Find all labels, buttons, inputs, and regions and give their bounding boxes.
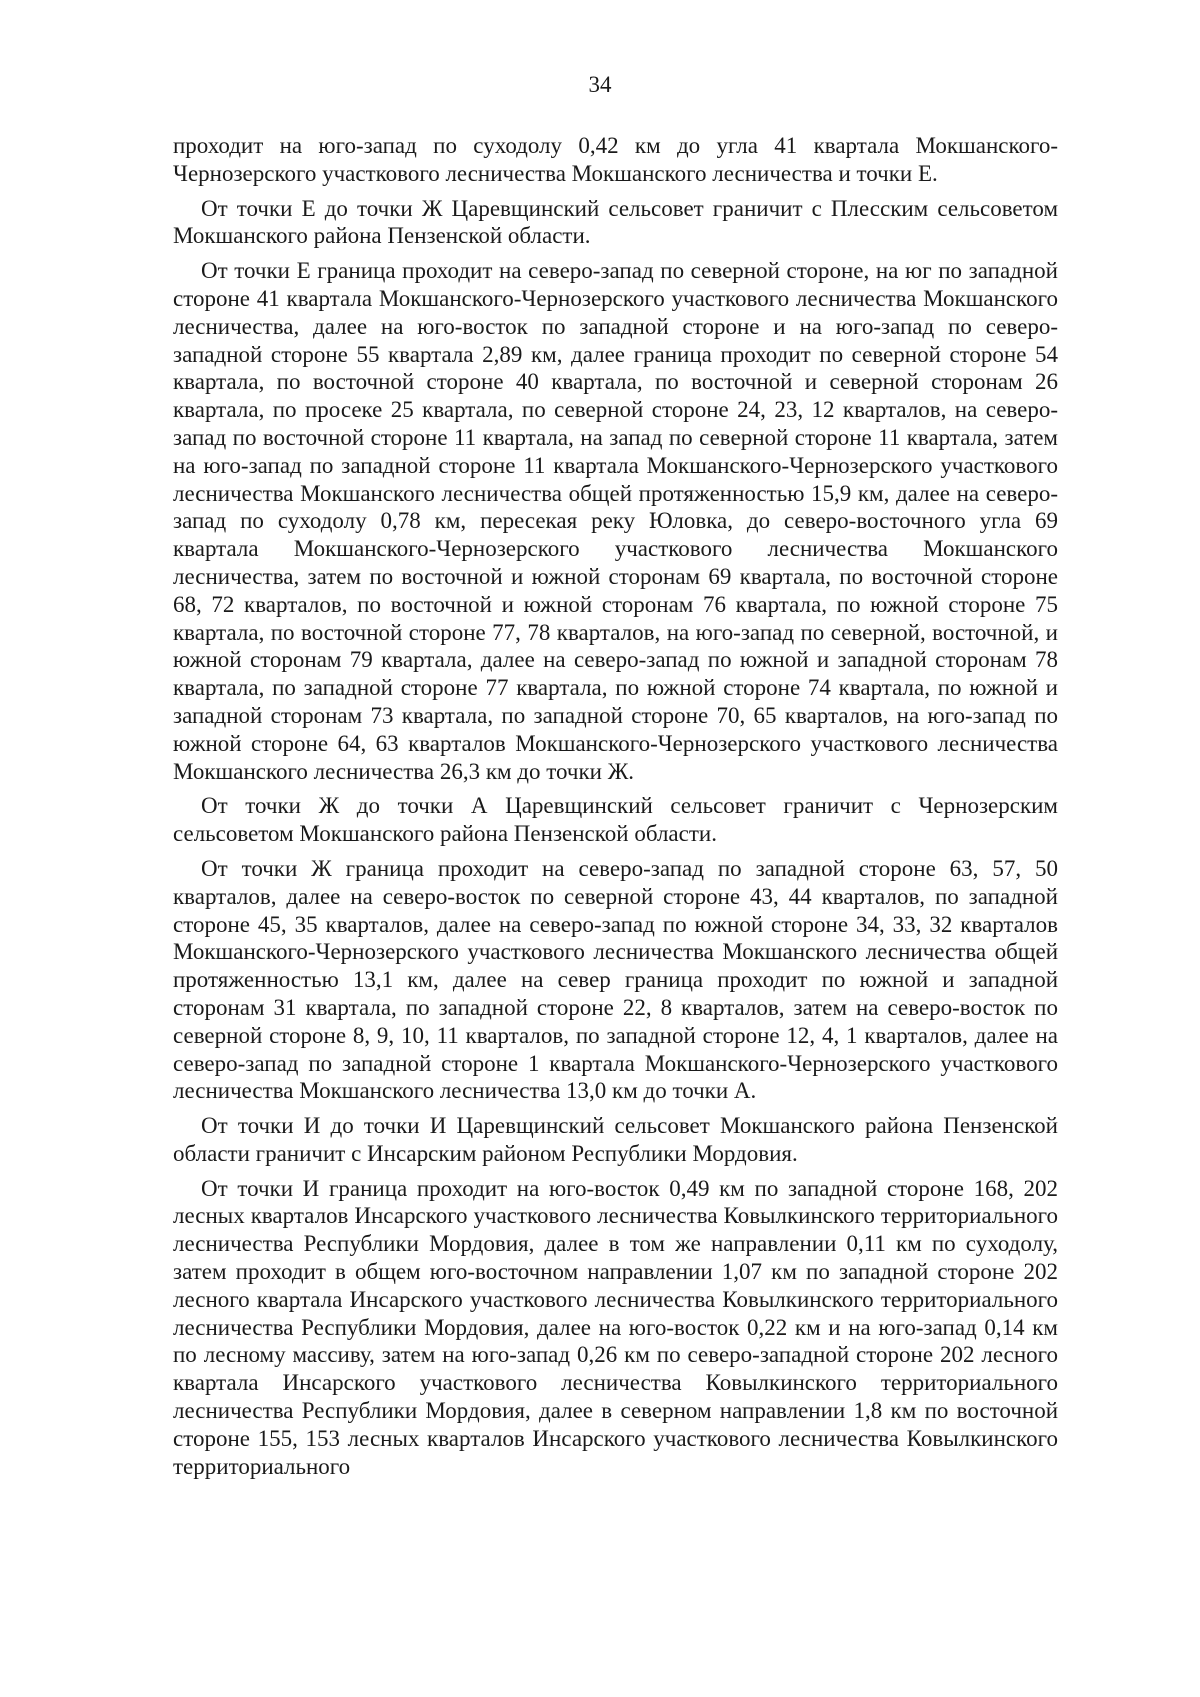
paragraph: От точки Ж граница проходит на северо-запад по западной стороне 63, 57, 50 кварталов, далее на северо-восток по северной стороне 43, 44 кварталов, по западной стороне 45, 35 кварталов, далее на северо-запад по южной стороне 34, 33, 32 кварталов Мокшанского-Чернозерского участкового лесничества Мокшанского лесничества общей протяженностью 13,1 км, далее на север граница проходит по южной и западной сторонам 31 квартала, по западной стороне 22, 8 кварталов, затем на северо-восток по северной стороне 8, 9, 10, 11 кварталов, по западной стороне 12, 4, 1 кварталов, далее на северо-запад по западной стороне 1 квартала Мокшанского-Чернозерского участкового лесничества Мокшанского лесничества 13,0 км до точки А. [173, 855, 1058, 1104]
paragraph: От точки Ж до точки А Царевщинский сельсовет граничит с Чернозерским сельсоветом Мокшанского района Пензенской области. [173, 793, 1058, 847]
page-number: 34 [588, 72, 612, 97]
paragraph: От точки И до точки И Царевщинский сельсовет Мокшанского района Пензенской области граничит с Инсарским районом Республики Мордовия. [173, 1113, 1058, 1166]
paragraph: От точки Е до точки Ж Царевщинский сельсовет граничит с Плесским сельсоветом Мокшанского района Пензенской области. [173, 195, 1058, 249]
paragraph: проходит на юго-запад по суходолу 0,42 км до угла 41 квартала Мокшанского-Чернозерского участкового лесничества Мокшанского лесничества и точки Е. [173, 133, 1058, 186]
paragraph: От точки Е граница проходит на северо-запад по северной стороне, на юг по западной стороне 41 квартала Мокшанского-Чернозерского участкового лесничества Мокшанского лесничества, далее на юго-восток по западной стороне и на юго-запад по северо-западной стороне 55 квартала 2,89 км, далее граница проходит по северной стороне 54 квартала, по восточной стороне 40 квартала, по восточной и северной сторонам 26 квартала, по просеке 25 квартала, по северной стороне 24, 23, 12 кварталов, на северо-запад по восточной стороне 11 квартала, на запад по северной стороне 11 квартала, затем на юго-запад по западной стороне 11 квартала Мокшанского-Чернозерского участкового лесничества Мокшанского лесничества общей протяженностью 15,9 км, далее на северо-запад по суходолу 0,78 км, пересекая реку Юловка, до северо-восточного угла 69 квартала Мокшанского-Чернозерского участкового лесничества Мокшанского лесничества, затем по восточной и южной сторонам 69 квартала, по восточной стороне 68, 72 кварталов, по восточной и южной сторонам 76 квартала, по южной стороне 75 квартала, по восточной стороне 77, 78 кварталов, на юго-запад по северной, восточной, и южной сторонам 79 квартала, далее на северо-запад по южной и западной сторонам 78 квартала, по западной стороне 77 квартала, по южной стороне 74 квартала, по южной и западной сторонам 73 квартала, по западной стороне 70, 65 кварталов, на юго-запад по южной стороне 64, 63 кварталов Мокшанского-Чернозерского участкового лесничества Мокшанского лесничества 26,3 км до точки Ж. [173, 258, 1058, 784]
paragraph: От точки И граница проходит на юго-восток 0,49 км по западной стороне 168, 202 лесных кварталов Инсарского участкового лесничества Ковылкинского территориального лесничества Республики Мордовия, далее в том же направлении 0,11 км по суходолу, затем проходит в общем юго-восточном направлении 1,07 км по западной стороне 202 лесного квартала Инсарского участкового лесничества Ковылкинского территориального лесничества Республики Мордовия, далее на юго-восток 0,22 км и на юго-запад 0,14 км по лесному массиву, затем на юго-запад 0,26 км по северо-западной стороне 202 лесного квартала Инсарского участкового лесничества Ковылкинского территориального лесничества Республики Мордовия, далее в северном направлении 1,8 км по восточной стороне 155, 153 лесных кварталов Инсарского участкового лесничества Ковылкинского территориального [173, 1175, 1058, 1479]
document-body [173, 132, 1058, 1487]
